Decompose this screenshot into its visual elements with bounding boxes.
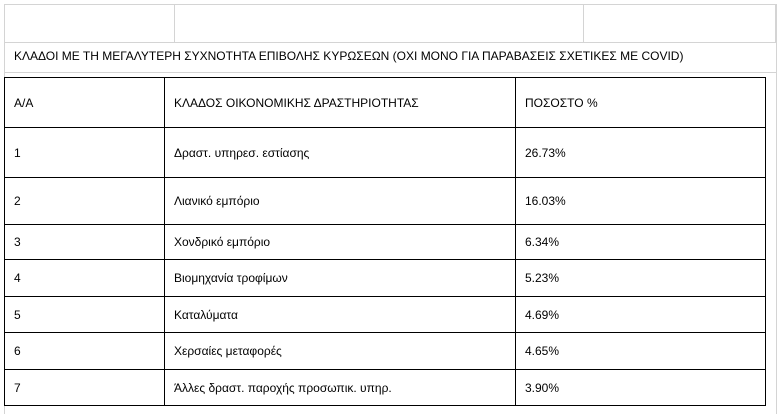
row-percent-cell[interactable]: 4.65% [516, 333, 766, 370]
row-percent-cell[interactable]: 4.69% [516, 297, 766, 333]
empty-cell-row [4, 4, 776, 42]
row-index-cell[interactable]: 3 [5, 225, 165, 260]
table-row [5, 370, 766, 406]
row-index-cell[interactable]: 2 [5, 178, 165, 225]
row-percent-cell[interactable]: 5.23% [516, 260, 766, 297]
row-percent-cell[interactable]: 26.73% [516, 128, 766, 178]
table-header-row [5, 78, 766, 128]
header-cell-index[interactable]: Α/Α [5, 78, 165, 128]
empty-cell[interactable] [4, 4, 175, 43]
table-title[interactable]: ΚΛΑΔΟΙ ΜΕ ΤΗ ΜΕΓΑΛΥΤΕΡΗ ΣΥΧΝΟΤΗΤΑ ΕΠΙΒΟΛΗΣ ΚΥΡΩΣΕΩΝ (ΟΧΙ ΜΟΝΟ ΓΙΑ ΠΑΡΑΒΑΣΕΙΣ ΣΧΕΤΙΚΕΣ ΜΕ COVID) [14, 49, 684, 63]
table-row [5, 178, 766, 225]
gridline [4, 72, 776, 73]
row-sector-cell[interactable]: Δραστ. υπηρεσ. εστίασης [165, 128, 516, 178]
row-percent-cell[interactable]: 3.90% [516, 370, 766, 406]
row-index-cell[interactable]: 6 [5, 333, 165, 370]
empty-cell[interactable] [584, 4, 776, 43]
table-row [5, 128, 766, 178]
table-row [5, 297, 766, 333]
table-row [5, 333, 766, 370]
header-cell-percent[interactable]: ΠΟΣΟΣΤΟ % [516, 78, 766, 128]
row-sector-cell[interactable]: Χερσαίες μεταφορές [165, 333, 516, 370]
row-sector-cell[interactable]: Λιανικό εμπόριο [165, 178, 516, 225]
table-row [5, 260, 766, 297]
row-sector-cell[interactable]: Καταλύματα [165, 297, 516, 333]
table-row [5, 225, 766, 260]
row-sector-cell[interactable]: Βιομηχανία τροφίμων [165, 260, 516, 297]
row-index-cell[interactable]: 5 [5, 297, 165, 333]
row-percent-cell[interactable]: 16.03% [516, 178, 766, 225]
row-index-cell[interactable]: 1 [5, 128, 165, 178]
row-index-cell[interactable]: 4 [5, 260, 165, 297]
row-percent-cell[interactable]: 6.34% [516, 225, 766, 260]
row-sector-cell[interactable]: Άλλες δραστ. παροχής προσωπικ. υπηρ. [165, 370, 516, 406]
gridline [776, 4, 777, 414]
row-index-cell[interactable]: 7 [5, 370, 165, 406]
gridline [4, 4, 776, 5]
data-table [4, 77, 766, 406]
header-cell-sector[interactable]: ΚΛΑΔΟΣ ΟΙΚΟΝΟΜΙΚΗΣ ΔΡΑΣΤΗΡΙΟΤΗΤΑΣ [165, 78, 516, 128]
row-sector-cell[interactable]: Χονδρικό εμπόριο [165, 225, 516, 260]
empty-cell[interactable] [175, 4, 584, 43]
